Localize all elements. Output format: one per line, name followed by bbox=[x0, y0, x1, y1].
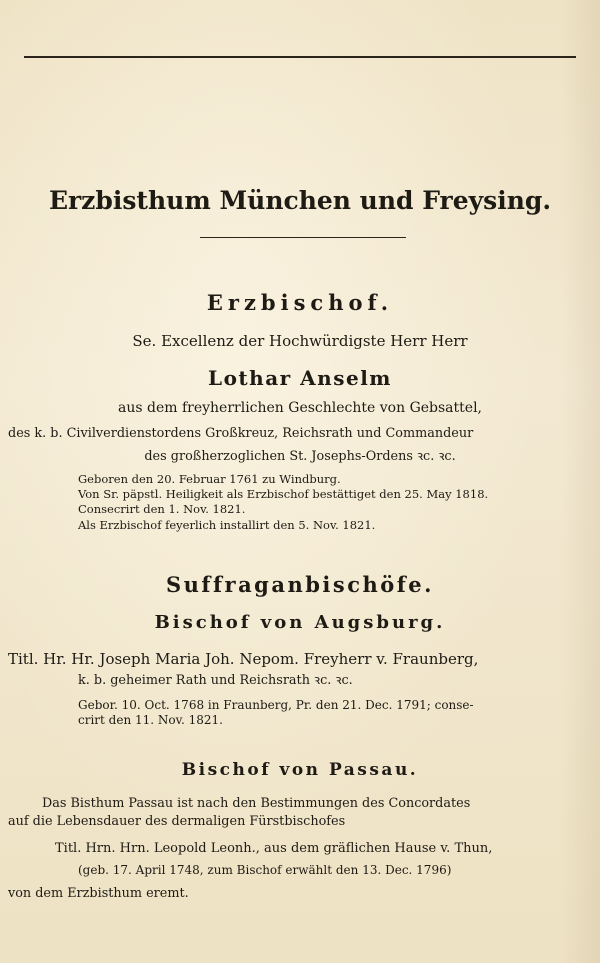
archbishop-detail-consecrated: Consecrirt den 1. Nov. 1821. bbox=[78, 502, 246, 516]
archbishop-excellency-line: Se. Excellenz der Hochwürdigste Herr Herr bbox=[132, 332, 468, 350]
top-rule bbox=[24, 56, 576, 58]
archbishop-heading: Erzbischof. bbox=[206, 290, 394, 315]
passau-line-3: Titl. Hrn. Hrn. Leopold Leonh., aus dem gräflichen Hause v. Thun, bbox=[55, 841, 493, 856]
augsburg-line-4: crirt den 11. Nov. 1821. bbox=[78, 713, 223, 727]
passau-line-1: Das Bisthum Passau ist nach den Bestimmungen des Concordates bbox=[42, 796, 471, 811]
archbishop-detail-installed: Als Erzbischof feyerlich installirt den 5. Nov. 1821. bbox=[78, 518, 376, 532]
augsburg-line-2: k. b. geheimer Rath und Reichsrath ꝛc. ꝛc. bbox=[78, 673, 353, 688]
suffragans-heading: Suffraganbischöfe. bbox=[166, 572, 434, 597]
archbishop-family-line: aus dem freyherrlichen Geschlechte von Gebsattel, bbox=[117, 400, 482, 416]
passau-heading: Bischof von Passau. bbox=[181, 760, 419, 780]
archbishop-name: Lothar Anselm bbox=[208, 366, 392, 390]
archbishop-detail-confirmed: Von Sr. päpstl. Heiligkeit als Erzbischof bestättiget den 25. May 1818. bbox=[78, 487, 489, 501]
archbishop-orders-line-1: des k. b. Civilverdienstordens Großkreuz, Reichsrath und Commandeur bbox=[8, 426, 474, 441]
archbishop-detail-birth: Geboren den 20. Februar 1761 zu Windburg. bbox=[78, 472, 341, 486]
augsburg-line-1: Titl. Hr. Hr. Joseph Maria Joh. Nepom. Freyherr v. Fraunberg, bbox=[8, 650, 479, 668]
passau-line-5: von dem Erzbisthum eremt. bbox=[8, 886, 189, 901]
passau-line-4: (geb. 17. April 1748, zum Bischof erwählt den 13. Dec. 1796) bbox=[78, 863, 452, 877]
title-divider bbox=[200, 237, 406, 238]
page-title: Erzbisthum München und Freysing. bbox=[48, 186, 552, 215]
augsburg-heading: Bischof von Augsburg. bbox=[154, 612, 446, 633]
passau-line-2: auf die Lebensdauer des dermaligen Fürstbischofes bbox=[8, 814, 346, 829]
augsburg-line-3: Gebor. 10. Oct. 1768 in Fraunberg, Pr. den 21. Dec. 1791; conse- bbox=[78, 698, 474, 712]
page-edge-shadow bbox=[560, 0, 600, 963]
archbishop-orders-line-2: des großherzoglichen St. Josephs-Ordens ꝛc. ꝛc. bbox=[144, 449, 456, 464]
